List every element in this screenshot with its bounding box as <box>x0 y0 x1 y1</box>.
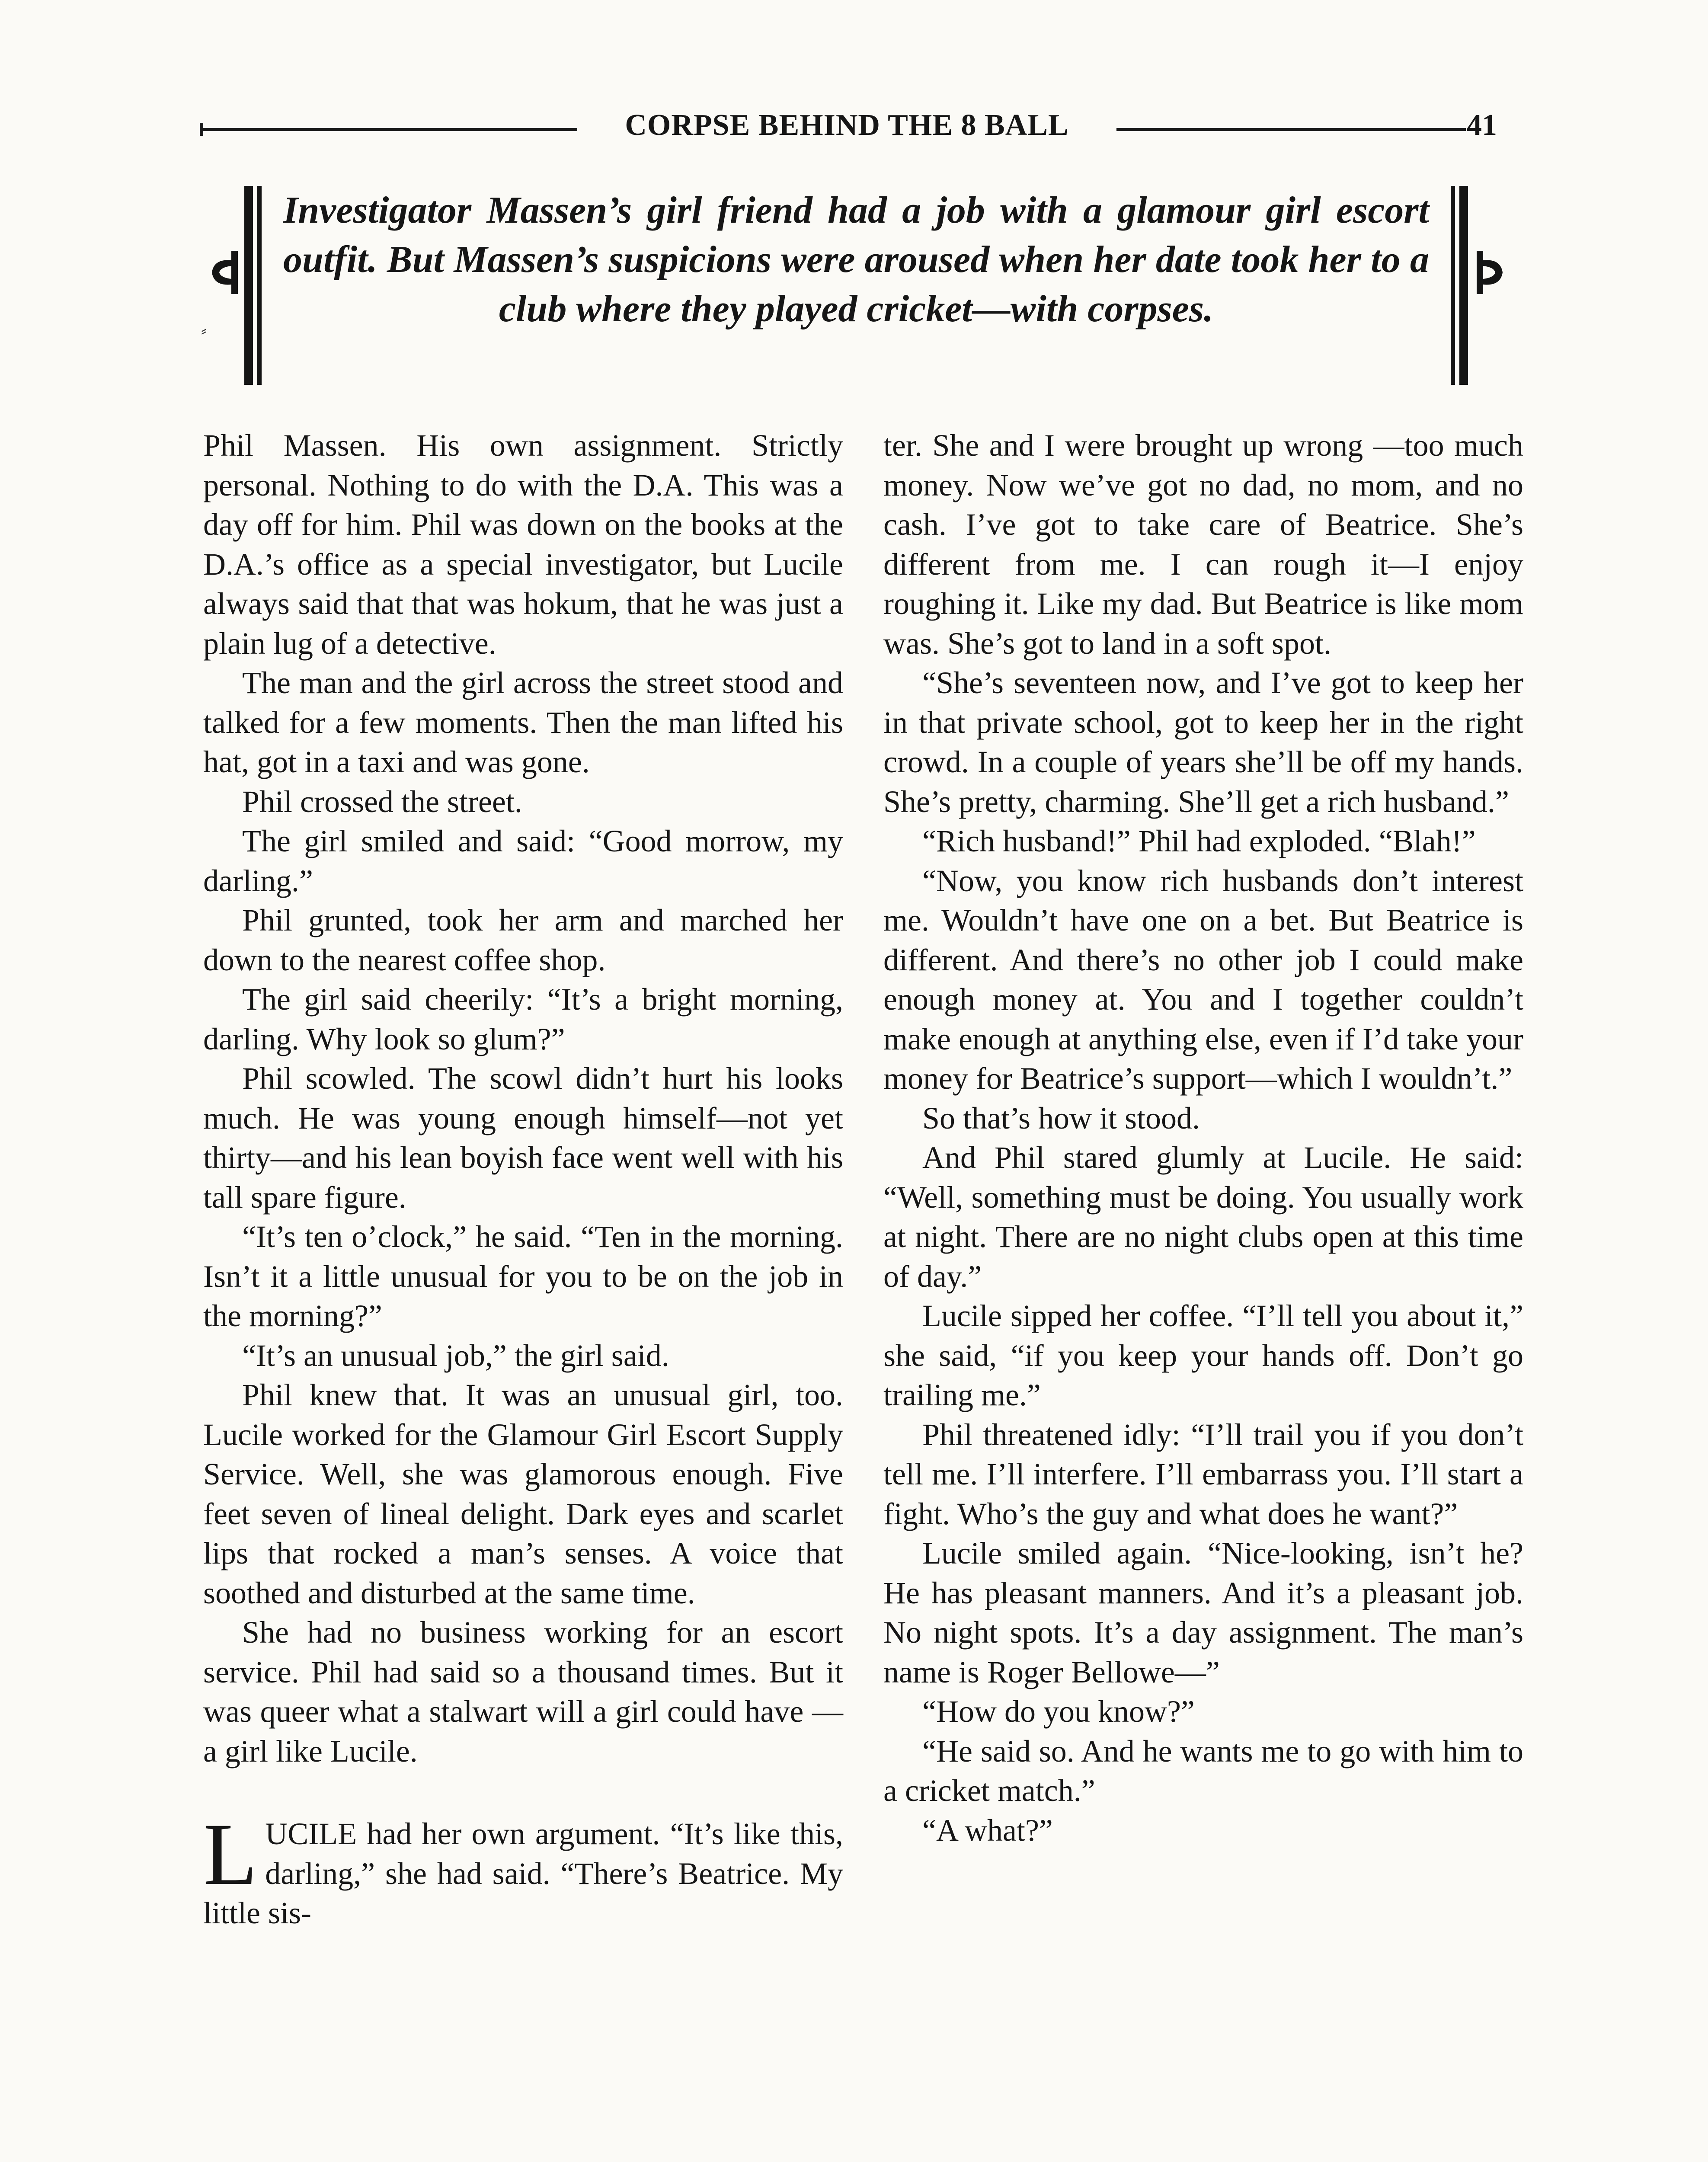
story-blurb-box <box>197 186 1516 385</box>
paragraph: Lucile sipped her coffee. “I’ll tell you about it,” she said, “if you keep your hands off. Don’t go trailing me.” <box>883 1298 1523 1412</box>
bracket-bar-left-outer <box>244 186 253 385</box>
bracket-ornament-left-icon <box>197 246 244 298</box>
paragraph: Phil grunted, took her arm and marched her down to the nearest coffee shop. <box>203 903 843 977</box>
paragraph: The girl smiled and said: “Good morrow, my darling.” <box>203 824 843 898</box>
ink-mark-icon: ⸗ <box>201 320 207 340</box>
running-title: CORPSE BEHIND THE 8 BALL <box>625 109 1069 142</box>
paragraph: “He said so. And he wants me to go with him to a cricket match.” <box>883 1733 1523 1808</box>
paragraph: The girl said cheerily: “It’s a bright morning, darling. Why look so glum?” <box>203 982 843 1056</box>
bracket-bar-right-outer <box>1459 186 1468 385</box>
section-start-paragraph <box>203 1805 843 1933</box>
paragraph: “How do you know?” <box>922 1694 1195 1729</box>
bracket-bar-right-inner <box>1451 186 1455 385</box>
paragraph: And Phil stared glumly at Lucile. He said: “Well, something must be doing. You usually work at night. There are no night clubs open at this time of day.” <box>883 1140 1523 1294</box>
paragraph: “It’s an unusual job,” the girl said. <box>242 1338 669 1373</box>
header-rule-cap <box>200 123 203 136</box>
paragraph: Phil scowled. The scowl didn’t hurt his looks much. He was young enough himself—not yet thirty—and his lean boyish face went well with his tall spare figure. <box>203 1061 843 1215</box>
paragraph: “Rich husband!” Phil had exploded. “Blah!” <box>922 824 1476 858</box>
paragraph: The man and the girl across the street stood and talked for a few moments. Then the man lifted his hat, got in a taxi and was gone. <box>203 665 843 779</box>
bracket-ornament-right-icon <box>1470 246 1518 298</box>
paragraph: “A what?” <box>922 1813 1053 1848</box>
paragraph: Phil knew that. It was an unusual girl, too. Lucile worked for the Glamour Girl Escort Supply Service. Well, she was glamorous enough. Five feet seven of lineal delight. Dark eyes and scarlet lips that rocked a man’s senses. A voice that soothed and disturbed at the same time. <box>203 1378 843 1610</box>
paragraph: She had no business working for an escort service. Phil had said so a thousand times. But it was queer what a stalwart will a girl could have —a girl like Lucile. <box>203 1615 843 1769</box>
paragraph: “It’s ten o’clock,” he said. “Ten in the morning. Isn’t it a little unusual for you to be on the job in the morning?” <box>203 1219 843 1333</box>
paragraph: Phil crossed the street. <box>242 784 522 819</box>
header-rule-right <box>1116 128 1466 131</box>
bracket-bar-left-inner <box>257 186 262 385</box>
section-start-text: UCILE had her own argument. “It’s like this, darling,” she had said. “There’s Beatrice. My little sis- <box>203 1817 843 1930</box>
paragraph: “She’s seventeen now, and I’ve got to keep her in that private school, got to keep her in the right crowd. In a couple of years she’ll be off my hands. She’s pretty, charming. She’ll get a rich husband.” <box>883 665 1523 819</box>
page-number: 41 <box>1467 109 1497 142</box>
story-blurb: Investigator Massen’s girl friend had a job with a glamour girl escort outfit. But Massen’s suspicions were aroused when her date took her to a club where they played cricket—with corpses. <box>283 189 1429 330</box>
paragraph: ter. She and I were brought up wrong —too much money. Now we’ve got no dad, no mom, and no cash. I’ve got to take care of Beatrice. She’s different from me. I can rough it—I enjoy roughing it. Like my dad. But Beatrice is like mom was. She’s got to land in a soft spot. <box>883 428 1523 661</box>
paragraph: “Now, you know rich husbands don’t interest me. Wouldn’t have one on a bet. But Beatrice is different. And there’s no other job I could make enough money at. You and I together couldn’t make enough at anything else, even if I’d take your money for Beatrice’s support—which I wouldn’t.” <box>883 863 1523 1096</box>
text-column-left <box>203 426 843 1933</box>
drop-cap: L <box>203 1805 258 1903</box>
text-column-right <box>883 426 1523 1850</box>
paragraph: So that’s how it stood. <box>922 1100 1200 1135</box>
paragraph: Phil threatened idly: “I’ll trail you if you don’t tell me. I’ll interfere. I’ll embarrass you. I’ll start a fight. Who’s the guy and what does he want?” <box>883 1417 1523 1531</box>
header-rule-left <box>203 128 577 131</box>
paragraph: Lucile smiled again. “Nice-looking, isn’t he? He has pleasant manners. And it’s a pleasant job. No night spots. It’s a day assignment. The man’s name is Roger Bellowe—” <box>883 1536 1523 1689</box>
paragraph: Phil Massen. His own assignment. Strictly personal. Nothing to do with the D.A. This was a day off for him. Phil was down on the books at the D.A.’s office as a special investigator, but Lucile always said that that was hokum, that he was just a plain lug of a detective. <box>203 428 843 661</box>
